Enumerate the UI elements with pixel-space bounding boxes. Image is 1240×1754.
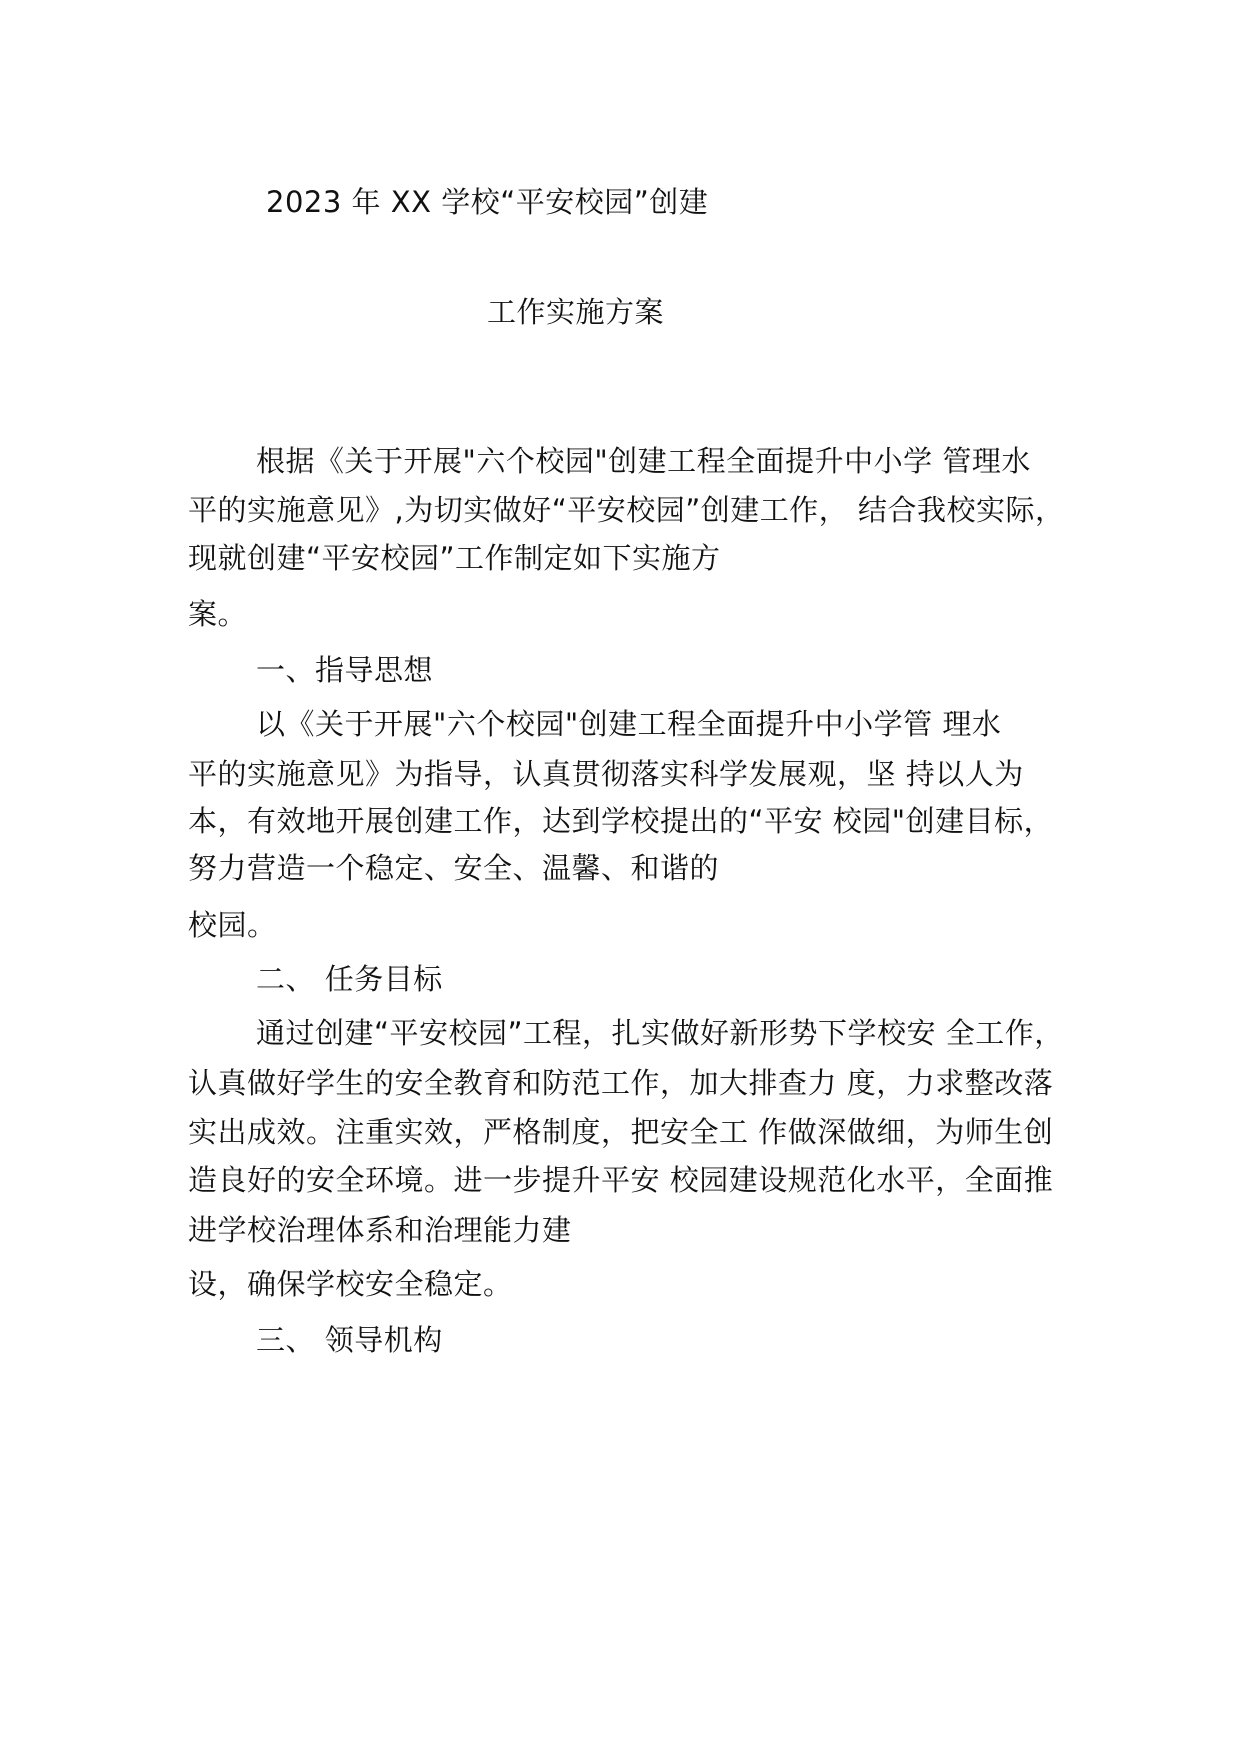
section-heading-1: 一、指导思想 — [256, 653, 434, 687]
section-heading-3: 三、 领导机构 — [256, 1323, 443, 1357]
section1-line-3: 本，有效地开展创建工作，达到学校提出的“平安 校园"创建目标， — [188, 804, 1054, 838]
section2-line-4: 造良好的安全环境。进一步提升平安 校园建设规范化水平，全面推 — [188, 1163, 1054, 1197]
section2-line-3: 实出成效。注重实效，严格制度，把安全工 作做深做细，为师生创 — [188, 1115, 1054, 1149]
section2-line-1: 通过创建“平安校园”工程，扎实做好新形势下学校安 全工作， — [256, 1016, 1064, 1050]
section2-line-5: 进学校治理体系和治理能力建 — [188, 1213, 572, 1247]
intro-line-1: 根据《关于开展"六个校园"创建工程全面提升中小学 管理水 — [256, 444, 1031, 478]
section1-line-5: 校园。 — [188, 908, 277, 942]
section2-line-6: 设，确保学校安全稳定。 — [188, 1267, 513, 1301]
document-title-line-1: 2023 年 XX 学校“平安校园”创建 — [266, 185, 709, 219]
document-title-line-2: 工作实施方案 — [487, 295, 665, 329]
section1-line-2: 平的实施意见》为指导，认真贯彻落实科学发展观，坚 持以人为 — [188, 757, 1024, 791]
intro-line-3: 现就创建“平安校园”工作制定如下实施方 — [188, 541, 721, 575]
intro-line-4: 案。 — [188, 597, 248, 631]
section1-line-1: 以《关于开展"六个校园"创建工程全面提升中小学管 理水 — [256, 707, 1002, 741]
section1-line-4: 努力营造一个稳定、安全、温馨、和谐的 — [188, 851, 720, 885]
intro-line-2: 平的实施意见》,为切实做好“平安校园”创建工作， 结合我校实际， — [188, 493, 1065, 527]
section2-line-2: 认真做好学生的安全教育和防范工作，加大排查力 度，力求整改落 — [188, 1066, 1054, 1100]
section-heading-2: 二、 任务目标 — [256, 962, 443, 996]
